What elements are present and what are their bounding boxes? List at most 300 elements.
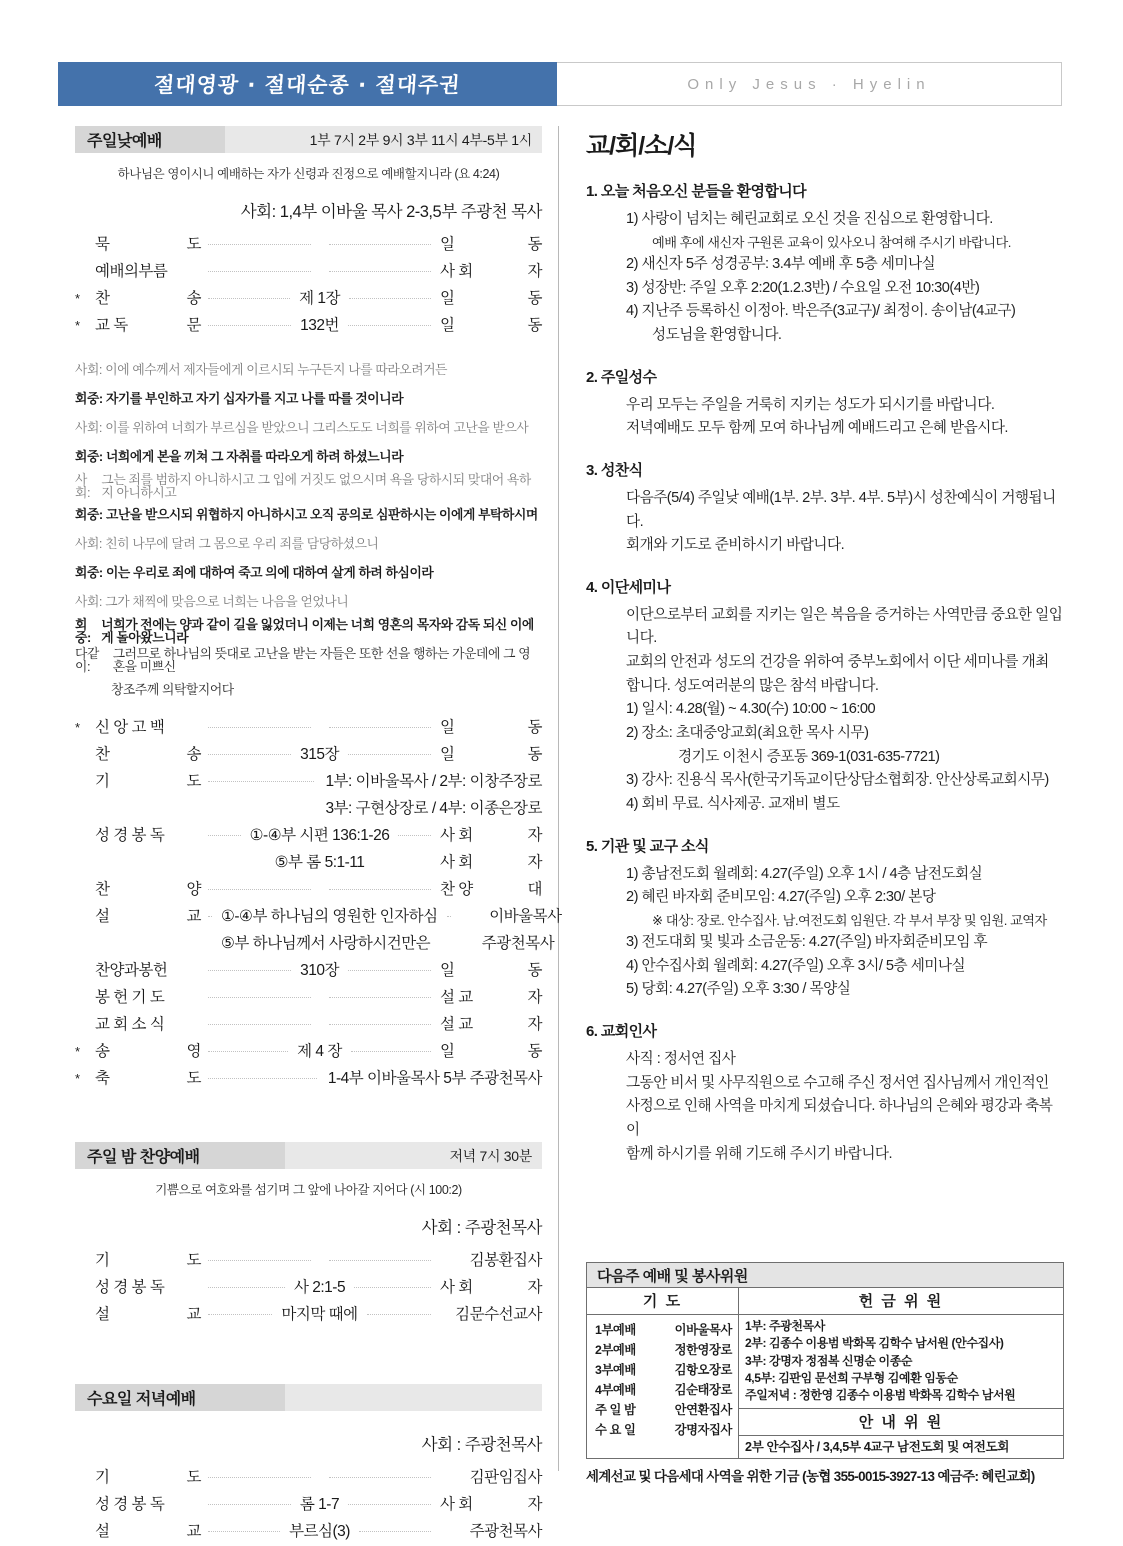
order-row-benediction bbox=[75, 1066, 542, 1093]
order-right-a: 일 bbox=[440, 719, 455, 736]
sunday-night-times: 저녁 7시 30분 bbox=[449, 1147, 532, 1164]
table-row: 3부: 강명자 정점복 신명순 이종순 bbox=[745, 1353, 913, 1368]
order-mid: 롬 1-7 bbox=[299, 1496, 340, 1513]
news-heading: 5. 기관 및 교구 소식 bbox=[586, 837, 709, 855]
order-label-a: 찬 bbox=[95, 881, 110, 898]
leader-dots bbox=[348, 1504, 431, 1505]
order-label-b: 도 bbox=[186, 236, 201, 253]
news-line: 3) 강사: 진용식 목사(한국기독교이단상담소협회장. 안산상록교회시무) bbox=[626, 772, 1049, 789]
order-label-a: 기 bbox=[95, 1469, 110, 1486]
table-row bbox=[587, 1419, 738, 1439]
service-table-body bbox=[587, 1288, 1063, 1458]
order-right-a: 설 교 bbox=[440, 1016, 473, 1033]
order-label bbox=[87, 823, 205, 845]
order-mid: ①-④부 시편 136:1-26 bbox=[249, 827, 390, 844]
order-mid: 제 4 장 bbox=[297, 1043, 342, 1060]
news-line: 합니다. 성도여러분의 많은 참석 바랍니다. bbox=[626, 677, 879, 694]
table-row bbox=[587, 1339, 738, 1359]
news-line: 우리 모두는 주일을 거룩히 지키는 성도가 되시기를 바랍니다. bbox=[626, 396, 995, 413]
news-item bbox=[586, 576, 1064, 817]
leader-dots bbox=[329, 1477, 432, 1478]
order-label bbox=[87, 985, 205, 1007]
leader-dots bbox=[208, 835, 241, 836]
order-star: * bbox=[75, 318, 80, 333]
table-row bbox=[587, 1379, 738, 1399]
right-column bbox=[586, 126, 1064, 1168]
news-line: 사직 : 정서연 집사 bbox=[626, 1051, 736, 1068]
responsive-role: 회중: bbox=[75, 565, 106, 581]
order-star: * bbox=[75, 1044, 80, 1059]
table-row: 주일저녁 : 정한영 김종수 이용범 박화목 김학수 남서원 bbox=[745, 1388, 1016, 1403]
order-row bbox=[75, 715, 542, 742]
order-row bbox=[75, 1519, 542, 1546]
order-right-b: 동 bbox=[527, 236, 542, 253]
order-label-a: 묵 bbox=[95, 236, 110, 253]
responsive-reading bbox=[75, 356, 542, 705]
wednesday-order bbox=[75, 1465, 542, 1546]
order-right-a: 일 bbox=[440, 236, 455, 253]
leader-dots bbox=[351, 1051, 431, 1052]
order-mid: 제 1장 bbox=[299, 290, 340, 307]
leader-dots bbox=[329, 1260, 432, 1261]
leader-dots bbox=[348, 754, 431, 755]
person-name: 안연환집사 bbox=[674, 1403, 732, 1417]
news-line: 2) 혜린 바자회 준비모임: 4.27(주일) 오후 2:30/ 본당 bbox=[626, 889, 936, 906]
leader-dots bbox=[329, 997, 432, 998]
order-label bbox=[87, 1012, 205, 1034]
order-mid: ⑤부 하나님께서 사랑하시건만은 bbox=[221, 935, 431, 952]
order-row bbox=[75, 1039, 542, 1066]
news-line: 1) 사랑이 넘치는 혜린교회로 오신 것을 진심으로 환영합니다. bbox=[626, 211, 993, 227]
news-heading: 3. 성찬식 bbox=[586, 461, 643, 479]
order-row-scripture-2 bbox=[75, 850, 542, 877]
order-label-a: 찬 bbox=[95, 746, 110, 763]
leader-dots bbox=[359, 1531, 431, 1532]
order-label-b: 영 bbox=[186, 1043, 201, 1060]
responsive-role: 다같이: bbox=[75, 645, 99, 674]
order-label-a: 교 회 소 식 bbox=[95, 1016, 165, 1033]
service-name: 2부예배 bbox=[595, 1343, 636, 1357]
order-right-a: 일 bbox=[440, 746, 455, 763]
order-row bbox=[75, 958, 542, 985]
order-right-a: 사 회 bbox=[440, 854, 473, 871]
news-line: 그동안 비서 및 사무직원으로 수고해 주신 정서연 집사님께서 개인적인 bbox=[626, 1074, 1049, 1091]
order-right-prayer-1: 1부: 이바울목사 / 2부: 이창주장로 bbox=[325, 773, 542, 790]
order-row bbox=[75, 313, 542, 340]
church-tagline: Only Jesus · Hyelin bbox=[687, 75, 931, 93]
responsive-role: 회중: bbox=[75, 616, 94, 645]
responsive-role: 회중: bbox=[75, 391, 106, 407]
masthead bbox=[58, 62, 1062, 106]
sunday-service-times: 1부 7시 2부 9시 3부 11시 4부-5부 1시 bbox=[309, 131, 532, 148]
order-label-a: 설 bbox=[95, 1523, 110, 1540]
responsive-role: 사회: bbox=[75, 420, 106, 436]
order-row bbox=[75, 1012, 542, 1039]
order-right-a: 사 회 bbox=[440, 1279, 473, 1296]
wednesday-title: 수요일 저녁예배 bbox=[75, 1384, 285, 1411]
order-right bbox=[434, 1012, 542, 1034]
order-right-b: 자 bbox=[527, 1279, 543, 1296]
responsive-line bbox=[75, 501, 542, 530]
order-right-b: 동 bbox=[527, 719, 542, 736]
order-right-a: 찬 양 bbox=[440, 881, 473, 898]
order-right-b: 자 bbox=[527, 263, 542, 280]
sunday-order-bottom bbox=[75, 715, 562, 1093]
order-right: 김판임집사 bbox=[469, 1469, 542, 1486]
leader-dots bbox=[208, 781, 314, 782]
order-label-b: 송 bbox=[186, 290, 201, 307]
order-right-b: 자 bbox=[527, 1016, 542, 1033]
responsive-text: 그러므로 하나님의 뜻대로 고난을 받는 자들은 또한 선을 행하는 가운데에 그 영혼을 미쁘신 bbox=[112, 645, 531, 674]
responsive-line bbox=[75, 443, 542, 472]
service-name: 주 일 밤 bbox=[595, 1403, 636, 1417]
leader-dots bbox=[208, 1287, 285, 1288]
order-label bbox=[87, 232, 205, 254]
responsive-line bbox=[75, 588, 542, 617]
order-right: 김봉환집사 bbox=[469, 1252, 542, 1269]
news-line: 다음주(5/4) 주일낮 예배(1부. 2부. 3부. 4부. 5부)시 성찬예식이 거행됩니다. bbox=[626, 489, 1056, 530]
order-label-a: 성 경 봉 독 bbox=[95, 827, 165, 844]
order-right-a: 일 bbox=[440, 1043, 455, 1060]
leader-dots bbox=[329, 244, 432, 245]
sunday-night-verse: 기쁨으로 여호와를 섬기며 그 앞에 나아갈 지어다 (시 100:2) bbox=[155, 1183, 462, 1197]
responsive-line bbox=[75, 559, 542, 588]
order-right-a: 사 회 bbox=[440, 1496, 473, 1513]
next-week-service-table bbox=[586, 1262, 1064, 1459]
order-label-a: 봉 헌 기 도 bbox=[95, 989, 165, 1006]
sunday-order-top bbox=[75, 232, 542, 340]
order-row bbox=[75, 1302, 542, 1329]
responsive-text: 자기를 부인하고 자기 십자가를 지고 나를 따를 것이니라 bbox=[105, 391, 404, 407]
table-row bbox=[587, 1359, 738, 1379]
leader-dots bbox=[354, 1287, 431, 1288]
order-label-b: 양 bbox=[186, 881, 201, 898]
order-right bbox=[434, 877, 542, 899]
order-mid: 부르심(3) bbox=[289, 1523, 350, 1540]
news-line: 2) 장소: 초대중앙교회(최요한 목사 시무) bbox=[626, 724, 869, 741]
table-row: 4,5부: 김판임 문선희 구부형 김예환 임동순 bbox=[745, 1371, 958, 1386]
news-item bbox=[586, 835, 1064, 1003]
responsive-text: 이는 우리로 죄에 대하여 죽고 의에 대하여 살게 하려 하심이라 bbox=[105, 565, 434, 581]
order-right bbox=[434, 286, 542, 308]
news-line: 사정으로 인해 사역을 마치게 되셨습니다. 하나님의 은혜와 평강과 축복이 bbox=[626, 1098, 1053, 1139]
order-row bbox=[75, 286, 542, 313]
responsive-text: 고난을 받으시되 위협하지 아니하시고 오직 공의로 심판하시는 이에게 부탁하시며 bbox=[105, 507, 538, 523]
table-row bbox=[587, 1399, 738, 1419]
news-line: 2) 새신자 5주 성경공부: 3.4부 예배 후 5층 세미나실 bbox=[626, 256, 936, 273]
order-mid: 사 2:1-5 bbox=[293, 1279, 346, 1296]
order-right bbox=[434, 850, 542, 872]
order-label bbox=[87, 1492, 205, 1514]
service-name: 수 요 일 bbox=[595, 1423, 636, 1437]
news-heading: 6. 교회인사 bbox=[586, 1023, 657, 1041]
news-line: 4) 회비 무료. 식사제공. 교재비 별도 bbox=[626, 795, 840, 812]
leader-dots bbox=[447, 916, 451, 917]
order-right-a: 사 회 bbox=[440, 263, 473, 280]
section-header-sunday-night bbox=[75, 1142, 542, 1169]
news-line: 예배 후에 새신자 구원론 교육이 있사오니 참여해 주시기 바랍니다. bbox=[652, 234, 1011, 250]
order-right-a: 일 bbox=[440, 290, 455, 307]
news-line: 이단으로부터 교회를 지키는 일은 복음을 증거하는 사역만큼 중요한 일입니다. bbox=[626, 606, 1063, 647]
leader-dots bbox=[208, 997, 311, 998]
leader-dots bbox=[208, 970, 291, 971]
order-row bbox=[75, 1492, 542, 1519]
order-label bbox=[87, 1066, 205, 1088]
leader-dots bbox=[208, 754, 291, 755]
responsive-role: 사회: bbox=[75, 471, 94, 500]
order-right: 김문수선교사 bbox=[455, 1306, 543, 1323]
leader-dots bbox=[208, 325, 291, 326]
order-label-b: 도 bbox=[186, 773, 201, 790]
leader-dots bbox=[208, 1078, 317, 1079]
responsive-text: 이에 예수께서 제자들에게 이르시되 누구든지 나를 따라오려거든 bbox=[105, 362, 448, 378]
leader-dots bbox=[348, 325, 431, 326]
leader-dots bbox=[367, 1314, 431, 1315]
order-right bbox=[434, 715, 542, 737]
news-line: 경기도 이천시 증포동 369-1(031-635-7721) bbox=[678, 748, 940, 765]
order-right-a: 설 교 bbox=[440, 989, 473, 1006]
order-right bbox=[434, 259, 542, 281]
offering-column-header: 헌 금 위 원 bbox=[739, 1288, 1063, 1315]
responsive-role: 사회: bbox=[75, 536, 106, 552]
order-label bbox=[87, 715, 205, 737]
sunday-night-order bbox=[75, 1248, 542, 1329]
news-section-title: 교/회/소/식 bbox=[586, 132, 697, 160]
order-label-b: 교 bbox=[186, 908, 201, 925]
news-item bbox=[586, 459, 1064, 558]
responsive-text: 너희에게 본을 끼쳐 그 자취를 따라오게 하려 하셨느니라 bbox=[105, 449, 404, 465]
order-right bbox=[434, 1492, 542, 1514]
leader-dots bbox=[208, 271, 311, 272]
order-row-prayer-2: 3부: 구현상장로 / 4부: 이종은장로 bbox=[325, 800, 542, 817]
order-right bbox=[434, 985, 542, 1007]
order-right-b: 대 bbox=[527, 881, 542, 898]
leader-dots bbox=[208, 1051, 288, 1052]
news-line: ※ 대상: 장로. 안수집사. 남.여전도회 임원단. 각 부서 부장 및 임원. 교역자 bbox=[652, 912, 1047, 928]
order-label bbox=[87, 958, 205, 980]
order-label bbox=[87, 742, 205, 764]
order-row bbox=[75, 985, 542, 1012]
order-label bbox=[87, 1275, 205, 1297]
order-label-b: 문 bbox=[186, 317, 201, 334]
table-row: 2부: 김종수 이용범 박화목 김학수 남서원 (안수집사) bbox=[745, 1336, 1004, 1351]
leader-dots bbox=[348, 970, 431, 971]
responsive-text: 그가 채찍에 맞음으로 너희는 나음을 얻었나니 bbox=[105, 594, 349, 610]
order-row-sermon bbox=[75, 904, 562, 931]
order-right-b: 동 bbox=[527, 746, 542, 763]
table-row bbox=[587, 1319, 738, 1339]
order-row-praise bbox=[75, 877, 542, 904]
left-column bbox=[75, 126, 562, 1546]
order-label-a: 찬 bbox=[95, 290, 110, 307]
order-star: * bbox=[75, 720, 80, 735]
leader-dots bbox=[329, 271, 432, 272]
mission-fund-footer: 세계선교 및 다음세대 사역을 위한 기금 (농협 355-0015-3927-13 예금주: 혜린교회) bbox=[586, 1469, 1035, 1484]
news-line: 교회의 안전과 성도의 건강을 위하여 중부노회에서 이단 세미나를 개최 bbox=[626, 654, 1049, 671]
order-label bbox=[87, 904, 205, 926]
news-line: 1) 총남전도회 월례회: 4.27(주일) 오후 1시 / 4층 남전도회실 bbox=[626, 865, 983, 882]
order-label-a: 성 경 봉 독 bbox=[95, 1496, 165, 1513]
responsive-role: 회중: bbox=[75, 449, 106, 465]
order-label bbox=[87, 286, 205, 308]
responsive-line bbox=[75, 646, 542, 675]
order-mid: 132번 bbox=[300, 317, 339, 334]
section-header-wednesday bbox=[75, 1384, 542, 1411]
order-label-b: 교 bbox=[186, 1306, 201, 1323]
section-header-sunday-service bbox=[75, 126, 542, 153]
masthead-brand-banner bbox=[58, 62, 557, 106]
responsive-line bbox=[75, 530, 542, 559]
order-right bbox=[434, 1275, 542, 1297]
leader-dots bbox=[208, 889, 311, 890]
order-label bbox=[87, 259, 205, 281]
leader-dots bbox=[329, 727, 432, 728]
order-label bbox=[87, 1465, 205, 1487]
usher-row: 2부 안수집사 / 3,4,5부 4교구 남전도회 및 여전도회 bbox=[745, 1439, 1010, 1454]
sunday-night-presider: 사회 : 주광천목사 bbox=[421, 1219, 542, 1237]
table-row: 1부: 주광천목사 bbox=[745, 1319, 825, 1333]
masthead-tagline-area bbox=[557, 62, 1062, 106]
responsive-line-tail: 창조주께 의탁할지어다 bbox=[111, 681, 234, 697]
leader-dots bbox=[208, 1024, 311, 1025]
order-row bbox=[75, 742, 542, 769]
order-label bbox=[87, 1519, 205, 1541]
sunday-night-title: 주일 밤 찬양예배 bbox=[75, 1142, 285, 1169]
order-row bbox=[75, 1465, 542, 1492]
responsive-text: 이를 위하여 너희가 부르심을 받았으니 그리스도도 너희를 위하여 고난을 받으사 bbox=[105, 420, 529, 436]
sunday-service-presider: 사회: 1,4부 이바울 목사 2-3,5부 주광천 목사 bbox=[240, 203, 542, 221]
order-right bbox=[434, 742, 542, 764]
order-right-b: 동 bbox=[527, 962, 542, 979]
order-right: 주광천목사 bbox=[469, 1523, 542, 1540]
responsive-role: 사회: bbox=[75, 362, 106, 378]
news-line: 4) 안수집사회 월례회: 4.27(주일) 오후 3시/ 5층 세미나실 bbox=[626, 957, 966, 974]
order-row bbox=[75, 1275, 542, 1302]
order-label-a: 송 bbox=[95, 1043, 110, 1060]
order-label-b: 도 bbox=[186, 1252, 201, 1269]
person-name: 김항오장로 bbox=[674, 1363, 732, 1377]
news-line: 3) 전도대회 및 빛과 소금운동: 4.27(주일) 바자회준비모임 후 bbox=[626, 934, 988, 951]
order-label-a: 예배의부름 bbox=[95, 263, 168, 280]
usher-column-header: 안 내 위 원 bbox=[739, 1408, 1063, 1436]
leader-dots bbox=[208, 727, 311, 728]
order-right-a: 일 bbox=[440, 962, 455, 979]
order-right-b: 자 bbox=[527, 827, 542, 844]
news-line: 저녁예배도 모두 함께 모여 하나님께 예배드리고 은혜 받읍시다. bbox=[626, 420, 1008, 437]
sunday-service-title: 주일낮예배 bbox=[75, 126, 225, 153]
order-label-a: 찬양과봉헌 bbox=[95, 962, 168, 979]
leader-dots bbox=[208, 298, 290, 299]
offering-usher-column bbox=[739, 1288, 1063, 1458]
news-line: 4) 지난주 등록하신 이정아. 박은주(3교구)/ 최정이. 송이남(4교구) bbox=[626, 303, 1016, 320]
order-right-a: 사 회 bbox=[440, 827, 473, 844]
responsive-line bbox=[75, 385, 542, 414]
leader-dots bbox=[208, 1477, 311, 1478]
order-right bbox=[434, 1039, 542, 1061]
leader-dots bbox=[208, 1504, 291, 1505]
order-label-a: 설 bbox=[95, 908, 110, 925]
service-name: 1부예배 bbox=[595, 1323, 636, 1337]
service-name: 4부예배 bbox=[595, 1383, 636, 1397]
order-label bbox=[87, 313, 205, 335]
order-label-b: 송 bbox=[186, 746, 201, 763]
responsive-line bbox=[75, 414, 542, 443]
person-name: 이바울목사 bbox=[674, 1323, 732, 1337]
order-label-b: 도 bbox=[186, 1070, 201, 1087]
leader-dots bbox=[208, 1531, 280, 1532]
order-right-b: 자 bbox=[527, 989, 542, 1006]
prayer-column bbox=[587, 1288, 739, 1458]
responsive-line bbox=[75, 356, 542, 385]
order-right bbox=[434, 823, 542, 845]
order-right bbox=[434, 232, 542, 254]
order-label-a: 교 독 bbox=[95, 317, 128, 334]
responsive-line bbox=[75, 617, 542, 646]
leader-dots bbox=[329, 1024, 432, 1025]
column-divider bbox=[558, 126, 559, 1471]
order-label-a: 기 bbox=[95, 1252, 110, 1269]
order-right-preacher: 이바울목사 bbox=[489, 908, 562, 925]
order-right-benediction: 1-4부 이바울목사 5부 주광천목사 bbox=[327, 1070, 542, 1087]
leader-dots bbox=[398, 835, 431, 836]
order-right-b: 동 bbox=[527, 317, 542, 334]
church-slogan: 절대영광 · 절대순종 · 절대주권 bbox=[153, 73, 462, 97]
order-label-b: 교 bbox=[186, 1523, 201, 1540]
order-label-a: 설 bbox=[95, 1306, 110, 1323]
person-name: 정한영장로 bbox=[674, 1343, 732, 1357]
order-label-a: 신 앙 고 백 bbox=[95, 719, 165, 736]
sunday-service-verse: 하나님은 영이시니 예배하는 자가 신령과 진정으로 예배할지니라 (요 4:24) bbox=[117, 167, 500, 181]
service-table-caption: 다음주 예배 및 봉사위원 bbox=[587, 1263, 1063, 1288]
order-label-b: 도 bbox=[186, 1469, 201, 1486]
responsive-text: 친히 나무에 달려 그 몸으로 우리 죄를 담당하셨으니 bbox=[105, 536, 379, 552]
order-right-preacher: 주광천목사 bbox=[481, 935, 555, 952]
news-line: 3) 성장반: 주일 오후 2:20(1.2.3반) / 수요일 오전 10:30(4반) bbox=[626, 279, 980, 296]
leader-dots bbox=[208, 244, 311, 245]
news-line: 5) 당회: 4.27(주일) 오후 3:30 / 목양실 bbox=[626, 981, 851, 998]
leader-dots bbox=[208, 916, 212, 917]
service-name: 3부예배 bbox=[595, 1363, 636, 1377]
order-star: * bbox=[75, 1071, 80, 1086]
order-label bbox=[87, 1302, 205, 1324]
order-right-b: 자 bbox=[527, 854, 543, 871]
order-row bbox=[75, 232, 542, 259]
prayer-column-header: 기 도 bbox=[587, 1288, 738, 1315]
order-star: * bbox=[75, 291, 80, 306]
news-line: 회개와 기도로 준비하시기 바랍니다. bbox=[626, 537, 845, 554]
wednesday-presider: 사회 : 주광천목사 bbox=[421, 1436, 542, 1454]
order-label-a: 축 bbox=[95, 1070, 110, 1087]
order-mid: ①-④부 하나님의 영원한 인자하심 bbox=[221, 908, 438, 925]
leader-dots bbox=[349, 298, 431, 299]
order-label bbox=[87, 769, 205, 791]
news-line: 함께 하시기를 위해 기도해 주시기 바랍니다. bbox=[626, 1145, 893, 1162]
order-right-b: 동 bbox=[527, 1043, 542, 1060]
news-item bbox=[586, 366, 1064, 441]
news-heading: 4. 이단세미나 bbox=[586, 578, 671, 596]
news-item bbox=[586, 1020, 1064, 1166]
order-right-b: 자 bbox=[527, 1496, 542, 1513]
order-label bbox=[87, 1039, 205, 1061]
news-line: 1) 일시: 4.28(월) ~ 4.30(수) 10:00 ~ 16:00 bbox=[626, 701, 876, 718]
news-line: 성도님을 환영합니다. bbox=[652, 326, 782, 343]
leader-dots bbox=[208, 1260, 311, 1261]
order-row-prayer bbox=[75, 769, 542, 796]
order-right bbox=[434, 958, 542, 980]
news-heading: 2. 주일성수 bbox=[586, 368, 657, 386]
responsive-text: 너희가 전에는 양과 같이 길을 잃었더니 이제는 너희 영혼의 목자와 감독 되신 이에게 돌아왔느니라 bbox=[101, 616, 534, 645]
order-row bbox=[75, 1248, 542, 1275]
